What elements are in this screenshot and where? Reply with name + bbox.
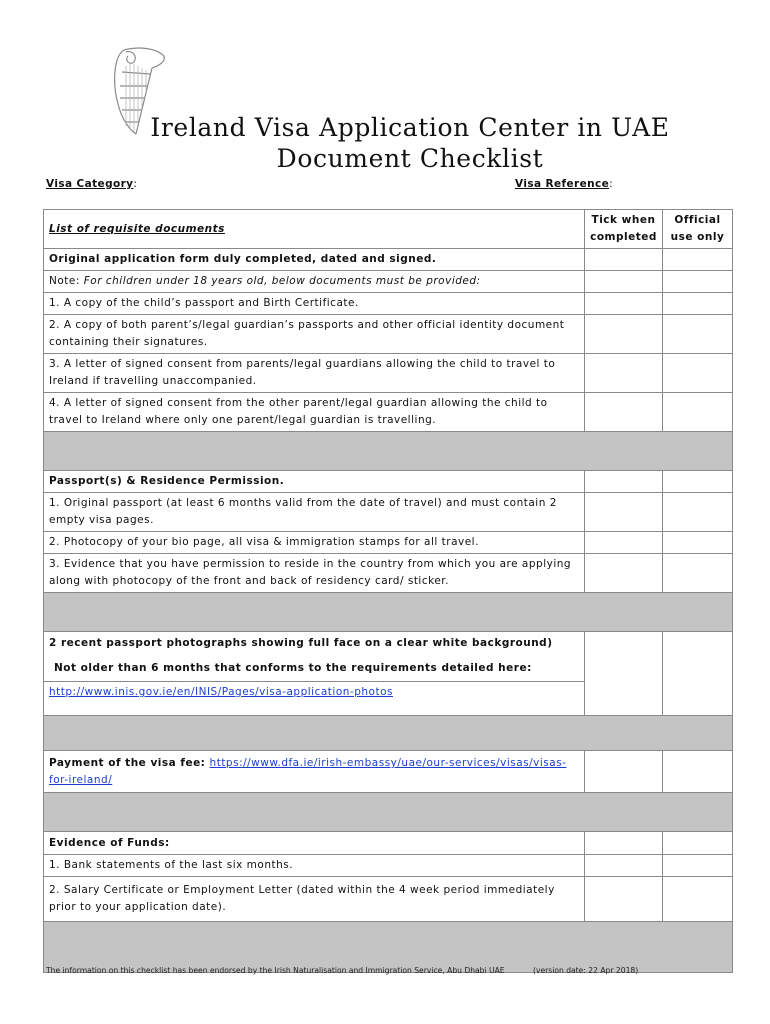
table-row	[44, 315, 733, 354]
list-item: 1. Original passport (at least 6 months valid from the date of travel) and must contain 2 empty visa pages.	[44, 493, 585, 532]
tick-cell[interactable]	[585, 471, 663, 493]
list-item: 2. Photocopy of your bio page, all visa & immigration stamps for all travel.	[44, 532, 585, 554]
visa-reference-colon: :	[609, 178, 614, 190]
visa-fee-cell	[44, 751, 585, 793]
tick-cell[interactable]	[585, 293, 663, 315]
list-item: 2. A copy of both parent’s/legal guardian’s passports and other official identity document containing their signatures.	[44, 315, 585, 354]
header-documents	[44, 210, 585, 249]
note-prefix: Note:	[49, 275, 84, 287]
tick-cell[interactable]	[585, 554, 663, 593]
official-cell	[663, 249, 733, 271]
note-text: For children under 18 years old, below documents must be provided:	[83, 275, 481, 287]
separator-row	[44, 593, 733, 632]
title-line-2: Document Checklist	[276, 144, 544, 173]
application-form-heading: Original application form duly completed, dated and signed.	[44, 249, 585, 271]
list-item: 4. A letter of signed consent from the other parent/legal guardian allowing the child to travel to Ireland where only one parent/legal guardian is travelling.	[44, 393, 585, 432]
table-row	[44, 471, 733, 493]
photos-subheading: Not older than 6 months that conforms to the requirements detailed here:	[54, 662, 532, 674]
table-row	[44, 271, 733, 293]
official-cell	[663, 471, 733, 493]
official-cell	[663, 293, 733, 315]
official-cell	[663, 532, 733, 554]
tick-cell[interactable]	[585, 315, 663, 354]
photo-requirements-link[interactable]: http://www.inis.gov.ie/en/INIS/Pages/visa-application-photos	[49, 686, 393, 698]
list-item: 3. Evidence that you have permission to reside in the country from which you are applying along with photocopy of the front and back of residency card/ sticker.	[44, 554, 585, 593]
table-row	[44, 532, 733, 554]
official-cell	[663, 354, 733, 393]
official-cell	[663, 315, 733, 354]
official-cell	[663, 632, 733, 716]
official-cell	[663, 554, 733, 593]
tick-cell[interactable]	[585, 632, 663, 716]
header-official-line-2: use only	[670, 231, 725, 243]
footer-endorsement: The information on this checklist has been endorsed by the Irish Naturalisation and Immigration Service, Abu Dhabi UAE	[46, 966, 505, 975]
header-documents-label: List of requisite documents	[49, 222, 225, 235]
photos-link-row	[44, 681, 584, 715]
photos-heading: 2 recent passport photographs showing full face on a clear white background)	[49, 637, 553, 649]
separator-cell	[44, 793, 733, 832]
tick-cell[interactable]	[585, 877, 663, 922]
separator-cell	[44, 432, 733, 471]
tick-cell[interactable]	[585, 271, 663, 293]
header-tick-line-2: completed	[590, 231, 657, 243]
passport-heading: Passport(s) & Residence Permission.	[44, 471, 585, 493]
tick-cell[interactable]	[585, 855, 663, 877]
official-cell	[663, 832, 733, 855]
list-item: 1. Bank statements of the last six months.	[44, 855, 585, 877]
footer	[46, 966, 639, 975]
children-note	[44, 271, 585, 293]
separator-cell	[44, 716, 733, 751]
table-row	[44, 832, 733, 855]
tick-cell[interactable]	[585, 354, 663, 393]
separator-cell	[44, 922, 733, 973]
official-cell	[663, 393, 733, 432]
header-official-use-only	[663, 210, 733, 249]
document-checklist-table	[43, 209, 733, 973]
table-row	[44, 393, 733, 432]
table-row	[44, 554, 733, 593]
tick-cell[interactable]	[585, 532, 663, 554]
header-tick-when-completed	[585, 210, 663, 249]
tick-cell[interactable]	[585, 832, 663, 855]
visa-fee-link[interactable]: https://www.dfa.ie/irish-embassy/uae/our-services/visas/visas-for-ireland/	[49, 757, 567, 786]
table-row	[44, 493, 733, 532]
funds-heading: Evidence of Funds:	[44, 832, 585, 855]
document-title	[130, 112, 690, 174]
title-line-1: Ireland Visa Application Center in UAE	[150, 113, 670, 142]
separator-row	[44, 716, 733, 751]
tick-cell[interactable]	[585, 751, 663, 793]
header-official-line-1: Official	[674, 214, 721, 226]
table-header-row	[44, 210, 733, 249]
tick-cell[interactable]	[585, 493, 663, 532]
visa-reference-field	[515, 178, 613, 190]
official-cell	[663, 493, 733, 532]
official-cell	[663, 751, 733, 793]
table-row	[44, 632, 733, 716]
table-row	[44, 751, 733, 793]
separator-row	[44, 432, 733, 471]
visa-fee-label: Payment of the visa fee:	[49, 757, 210, 769]
table-row	[44, 249, 733, 271]
visa-category-label: Visa Category	[46, 178, 134, 190]
list-item: 2. Salary Certificate or Employment Letter (dated within the 4 week period immediately prior to your application date).	[44, 877, 585, 922]
photos-cell	[44, 632, 585, 716]
table-row	[44, 354, 733, 393]
list-item: 3. A letter of signed consent from parents/legal guardians allowing the child to travel to Ireland if travelling unaccompanied.	[44, 354, 585, 393]
separator-row	[44, 793, 733, 832]
table-row	[44, 855, 733, 877]
visa-reference-label: Visa Reference	[515, 178, 610, 190]
official-cell	[663, 855, 733, 877]
tick-cell[interactable]	[585, 249, 663, 271]
table-row	[44, 877, 733, 922]
visa-category-colon: :	[133, 178, 138, 190]
tick-cell[interactable]	[585, 393, 663, 432]
table-row	[44, 293, 733, 315]
official-cell	[663, 271, 733, 293]
separator-row	[44, 922, 733, 973]
separator-cell	[44, 593, 733, 632]
footer-version-date: (version date: 22 Apr 2018)	[533, 966, 639, 975]
header-tick-line-1: Tick when	[591, 214, 656, 226]
visa-category-field	[46, 178, 137, 190]
list-item: 1. A copy of the child’s passport and Birth Certificate.	[44, 293, 585, 315]
official-cell	[663, 877, 733, 922]
